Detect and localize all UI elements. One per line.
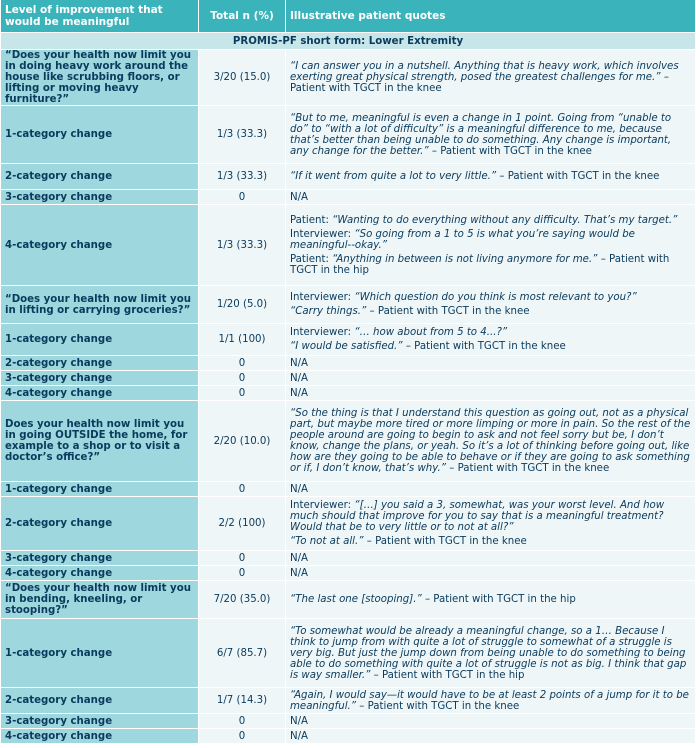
quote-line bbox=[290, 192, 691, 203]
quote-attribution: – Patient with TGCT in the knee bbox=[402, 341, 566, 352]
quote-cell bbox=[286, 688, 695, 714]
quote-line bbox=[290, 690, 691, 712]
level-cell: 3-category change bbox=[1, 190, 198, 205]
quote-attribution: – Patient with TGCT in the knee bbox=[363, 536, 527, 547]
quote-line bbox=[290, 341, 691, 352]
total-cell: 0 bbox=[198, 356, 286, 371]
quote-speaker: Interviewer: bbox=[290, 292, 355, 303]
level-cell: 4-category change bbox=[1, 566, 198, 581]
quote-attribution: N/A bbox=[290, 191, 309, 203]
total-cell: 0 bbox=[198, 551, 286, 566]
quote-line bbox=[290, 61, 691, 94]
table-row bbox=[1, 50, 695, 106]
section-title: PROMIS-PF short form: Lower Extremity bbox=[1, 33, 695, 50]
table-row bbox=[1, 714, 695, 729]
header-quotes: Illustrative patient quotes bbox=[286, 0, 695, 33]
total-cell: 0 bbox=[198, 482, 286, 497]
quote-text: “I would be satisfied.” bbox=[290, 341, 403, 352]
quote-text: “The last one [stooping].” bbox=[290, 594, 422, 605]
quote-line bbox=[290, 373, 691, 384]
quote-line bbox=[290, 171, 691, 182]
quote-text: “To somewhat would be already a meaningful change, so a 1… Because I think to jump from with quite a lot of struggle to somewhat of a struggle is very big. But just the jump down from being unable to do something to being able to do something with quite a lot of struggle is not as big. I think that gap is way smaller.” bbox=[290, 625, 687, 681]
quote-attribution: – Patient with TGCT in the knee bbox=[366, 306, 530, 317]
quote-line bbox=[290, 716, 691, 727]
total-cell: 1/7 (14.3) bbox=[198, 688, 286, 714]
quote-attribution: N/A bbox=[290, 372, 309, 384]
quote-line bbox=[290, 594, 691, 605]
quote-line bbox=[290, 254, 691, 276]
level-cell: 1-category change bbox=[1, 619, 198, 688]
quote-cell bbox=[286, 714, 695, 729]
quote-line bbox=[290, 292, 691, 303]
quote-cell bbox=[286, 106, 695, 164]
quote-cell bbox=[286, 497, 695, 551]
quote-cell bbox=[286, 324, 695, 356]
quote-attribution: N/A bbox=[290, 567, 309, 579]
quote-speaker: Patient: bbox=[290, 253, 333, 265]
level-cell: “Does your health now limit you in lifting or carrying groceries?” bbox=[1, 286, 198, 324]
quote-line bbox=[290, 306, 691, 317]
quote-attribution: N/A bbox=[290, 730, 309, 742]
table-row bbox=[1, 371, 695, 386]
level-cell: 1-category change bbox=[1, 482, 198, 497]
table-row bbox=[1, 324, 695, 356]
table-row bbox=[1, 497, 695, 551]
table-header-row bbox=[1, 0, 695, 33]
quote-cell bbox=[286, 190, 695, 205]
quote-text: “I can answer you in a nutshell. Anything that is heavy work, which involves exerting great physical strength, posed the greatest challenges for me.” bbox=[290, 61, 679, 83]
quote-text: “So going from a 1 to 5 is what you’re saying would be meaningful--okay.” bbox=[290, 228, 635, 251]
level-cell: 2-category change bbox=[1, 497, 198, 551]
level-cell: 2-category change bbox=[1, 164, 198, 190]
table-row bbox=[1, 581, 695, 619]
total-cell: 6/7 (85.7) bbox=[198, 619, 286, 688]
level-cell: 4-category change bbox=[1, 205, 198, 286]
quote-speaker: Interviewer: bbox=[290, 228, 355, 240]
quote-text: “To not at all.” bbox=[290, 536, 364, 547]
quote-text: “But to me, meaningful is even a change in 1 point. Going from “unable to do” to “with a lot of difficulty” is a meaningful difference to me, because that’s better than being unable to do something. Any change is important, any change for the better.” bbox=[290, 112, 672, 157]
quote-line bbox=[290, 626, 691, 681]
total-cell: 1/20 (5.0) bbox=[198, 286, 286, 324]
quote-line bbox=[290, 215, 691, 226]
total-cell: 1/3 (33.3) bbox=[198, 106, 286, 164]
total-cell: 7/20 (35.0) bbox=[198, 581, 286, 619]
quote-attribution: – Patient with TGCT in the knee bbox=[446, 463, 610, 474]
level-cell: Does your health now limit you in going OUTSIDE the home, for example to a shop or to visit a doctor’s office?” bbox=[1, 401, 198, 482]
table-row bbox=[1, 729, 695, 744]
quote-cell bbox=[286, 482, 695, 497]
level-cell: 1-category change bbox=[1, 324, 198, 356]
table-row bbox=[1, 106, 695, 164]
quote-cell bbox=[286, 205, 695, 286]
quote-speaker: Patient: bbox=[290, 214, 333, 226]
quote-cell bbox=[286, 619, 695, 688]
level-cell: 3-category change bbox=[1, 714, 198, 729]
quote-attribution: – Patient with TGCT in the hip bbox=[421, 594, 576, 605]
total-cell: 3/20 (15.0) bbox=[198, 50, 286, 106]
quote-line bbox=[290, 408, 691, 474]
table-row bbox=[1, 286, 695, 324]
quote-attribution: N/A bbox=[290, 357, 309, 369]
total-cell: 0 bbox=[198, 729, 286, 744]
total-cell: 2/2 (100) bbox=[198, 497, 286, 551]
table-row bbox=[1, 566, 695, 581]
quote-line bbox=[290, 388, 691, 399]
quote-text: “Wanting to do everything without any difficulty. That’s my target.” bbox=[332, 214, 678, 226]
table-row bbox=[1, 386, 695, 401]
quote-cell bbox=[286, 356, 695, 371]
level-cell: 2-category change bbox=[1, 356, 198, 371]
quote-line bbox=[290, 484, 691, 495]
table-row bbox=[1, 190, 695, 205]
quote-line bbox=[290, 358, 691, 369]
quote-attribution: – Patient with TGCT in the knee bbox=[428, 145, 592, 157]
quote-cell bbox=[286, 581, 695, 619]
quote-attribution: N/A bbox=[290, 715, 309, 727]
quote-text: “… how about from 5 to 4...?” bbox=[354, 327, 508, 338]
quote-attribution: – Patient with TGCT in the knee bbox=[496, 171, 660, 182]
level-cell: “Does your health now limit you in bending, kneeling, or stooping?” bbox=[1, 581, 198, 619]
quote-cell bbox=[286, 371, 695, 386]
table-body bbox=[1, 33, 695, 744]
total-cell: 2/20 (10.0) bbox=[198, 401, 286, 482]
quote-text: “Again, I would say—it would have to be at least 2 points of a jump for it to be meaningful.” bbox=[290, 689, 689, 712]
quote-text: “Which question do you think is most relevant to you?” bbox=[354, 292, 637, 303]
quote-line bbox=[290, 327, 691, 338]
level-cell: 3-category change bbox=[1, 551, 198, 566]
level-cell: 4-category change bbox=[1, 386, 198, 401]
level-cell: 4-category change bbox=[1, 729, 198, 744]
quote-cell bbox=[286, 386, 695, 401]
quote-line bbox=[290, 229, 691, 251]
header-level: Level of improvement that would be meaningful bbox=[1, 0, 198, 33]
level-cell: 2-category change bbox=[1, 688, 198, 714]
quote-speaker: Interviewer: bbox=[290, 327, 355, 338]
quote-cell bbox=[286, 566, 695, 581]
table-row bbox=[1, 401, 695, 482]
quote-attribution: N/A bbox=[290, 483, 309, 495]
quote-line bbox=[290, 568, 691, 579]
table-row bbox=[1, 482, 695, 497]
table-row bbox=[1, 551, 695, 566]
quote-attribution: – Patient with TGCT in the hip bbox=[290, 253, 670, 276]
quote-line bbox=[290, 731, 691, 742]
table-row bbox=[1, 688, 695, 714]
total-cell: 1/1 (100) bbox=[198, 324, 286, 356]
total-cell: 0 bbox=[198, 714, 286, 729]
level-cell: “Does your health now limit you in doing heavy work around the house like scrubbing floors, or lifting or moving heavy furniture?” bbox=[1, 50, 198, 106]
table-row bbox=[1, 356, 695, 371]
total-cell: 1/3 (33.3) bbox=[198, 205, 286, 286]
total-cell: 0 bbox=[198, 190, 286, 205]
quote-line bbox=[290, 536, 691, 547]
quote-attribution: – Patient with TGCT in the knee bbox=[356, 700, 520, 712]
quote-cell bbox=[286, 164, 695, 190]
level-cell: 1-category change bbox=[1, 106, 198, 164]
quote-text: “[…] you said a 3, somewhat, was your worst level. And how much should that improve for you to say that is a meaningful treatment? Would that be to very little or to not at all?” bbox=[290, 500, 665, 533]
quote-speaker: Interviewer: bbox=[290, 500, 355, 511]
quote-cell bbox=[286, 286, 695, 324]
table-row bbox=[1, 619, 695, 688]
quote-cell bbox=[286, 551, 695, 566]
quote-attribution: N/A bbox=[290, 552, 309, 564]
quote-text: “If it went from quite a lot to very little.” bbox=[290, 171, 497, 182]
quote-text: “Anything in between is not living anymore for me.” bbox=[332, 253, 598, 265]
quote-attribution: – Patient with TGCT in the knee bbox=[290, 72, 669, 94]
table-row bbox=[1, 205, 695, 286]
total-cell: 0 bbox=[198, 386, 286, 401]
quote-cell bbox=[286, 50, 695, 106]
quote-cell bbox=[286, 401, 695, 482]
quote-text: “So the thing is that I understand this question as going out, not as a physical part, but maybe more tired or more limping or more in pain. So the rest of the people around are going to begin to ask and not feel sorry but be, I don’t know, change the plans, or yeah. So it’s a lot of thinking before going out, like how are they going to be able to behave or if they are going to ask something or if, I don’t know, that’s why.” bbox=[290, 408, 691, 474]
quote-cell bbox=[286, 729, 695, 744]
quote-line bbox=[290, 113, 691, 157]
total-cell: 0 bbox=[198, 371, 286, 386]
quotes-table bbox=[1, 0, 695, 744]
level-cell: 3-category change bbox=[1, 371, 198, 386]
header-total: Total n (%) bbox=[198, 0, 286, 33]
quote-attribution: N/A bbox=[290, 387, 309, 399]
total-cell: 0 bbox=[198, 566, 286, 581]
quote-line bbox=[290, 500, 691, 533]
quote-line bbox=[290, 553, 691, 564]
total-cell: 1/3 (33.3) bbox=[198, 164, 286, 190]
table-row bbox=[1, 164, 695, 190]
section-row bbox=[1, 33, 695, 50]
quote-attribution: – Patient with TGCT in the hip bbox=[370, 669, 525, 681]
quote-text: “Carry things.” bbox=[290, 306, 367, 317]
